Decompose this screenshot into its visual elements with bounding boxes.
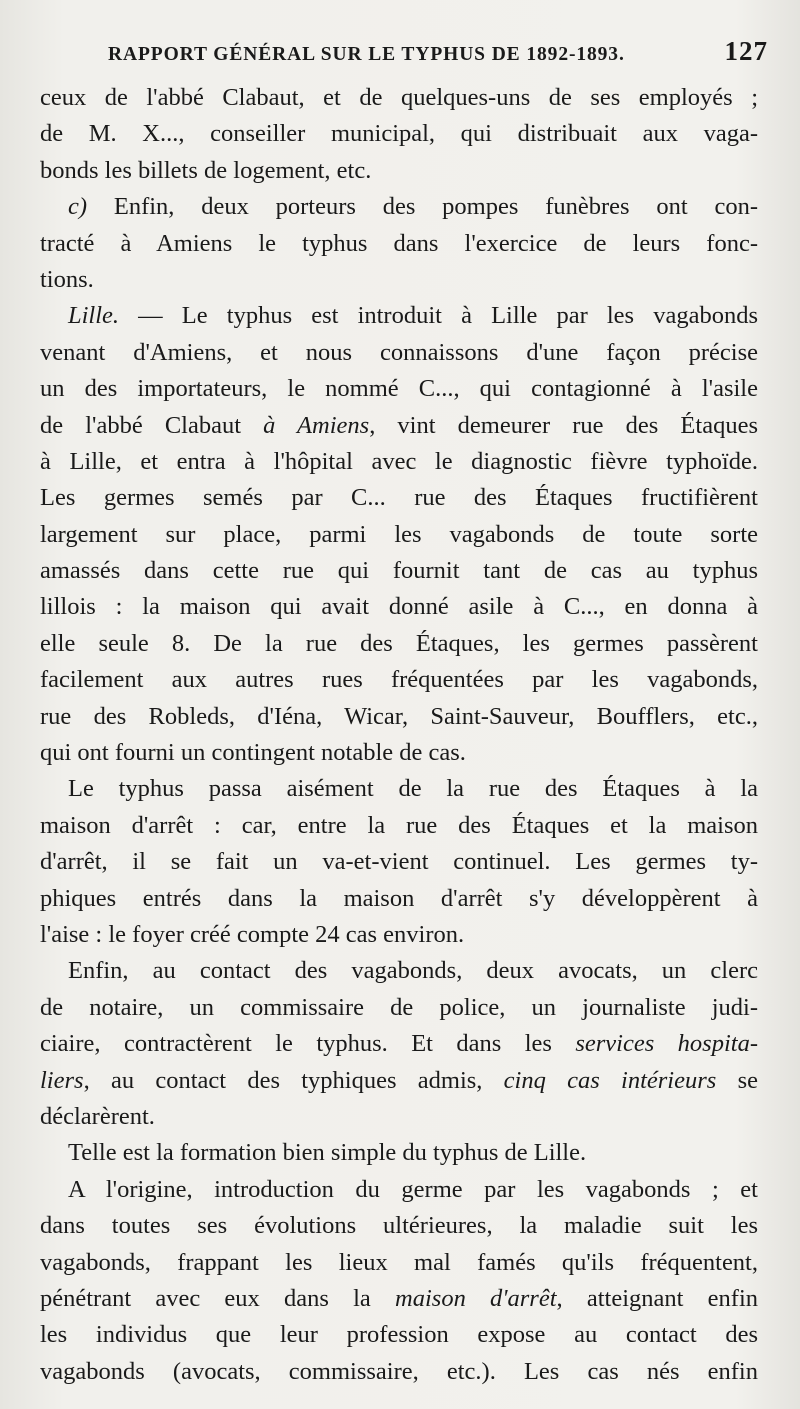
text-line: bonds les billets de logement, etc. xyxy=(40,156,372,184)
text-line: maison d'arrêt : car, entre la rue des Étaques et la maison xyxy=(40,811,758,839)
text-line: venant d'Amiens, et nous connaissons d'une façon précise xyxy=(40,338,758,366)
text-line: vagabonds (avocats, commissaire, etc.). Les cas nés enfin xyxy=(40,1357,758,1385)
page-header xyxy=(108,36,768,80)
text-line: pénétrant avec eux dans la maison d'arrêt, atteignant enfin xyxy=(40,1284,758,1312)
text-line: phiques entrés dans la maison d'arrêt s'y développèrent à xyxy=(40,884,758,912)
text-line: Enfin, au contact des vagabonds, deux avocats, un clerc xyxy=(68,957,758,985)
text-line: vagabonds, frappant les lieux mal famés qu'ils fréquentent, xyxy=(40,1248,758,1276)
text-line: dans toutes ses évolutions ultérieures, la maladie suit les xyxy=(40,1212,758,1240)
text-line: tracté à Amiens le typhus dans l'exercice de leurs fonc- xyxy=(40,229,758,257)
text-line: lillois : la maison qui avait donné asile à C..., en donna à xyxy=(40,593,758,621)
text-line: Lille. — Le typhus est introduit à Lille par les vagabonds xyxy=(68,302,758,330)
text-line: de l'abbé Clabaut à Amiens, vint demeurer rue des Étaques xyxy=(40,411,758,439)
text-line: déclarèrent. xyxy=(40,1102,155,1130)
running-title: RAPPORT GÉNÉRAL SUR LE TYPHUS DE 1892-1893. xyxy=(108,44,625,65)
text-line: d'arrêt, il se fait un va-et-vient continuel. Les germes ty- xyxy=(40,848,758,876)
text-line: A l'origine, introduction du germe par les vagabonds ; et xyxy=(68,1175,758,1203)
text-line: liers, au contact des typhiques admis, cinq cas intérieurs se xyxy=(40,1066,758,1094)
page-number: 127 xyxy=(724,36,768,66)
text-line: rue des Robleds, d'Iéna, Wicar, Saint-Sauveur, Boufflers, etc., xyxy=(40,702,758,730)
text-line: qui ont fourni un contingent notable de cas. xyxy=(40,739,466,767)
text-line: amassés dans cette rue qui fournit tant de cas au typhus xyxy=(40,557,758,585)
text-line: Le typhus passa aisément de la rue des Étaques à la xyxy=(68,775,758,803)
text-line: c) Enfin, deux porteurs des pompes funèbres ont con- xyxy=(68,193,758,221)
body-text xyxy=(40,80,758,1390)
text-line: Telle est la formation bien simple du typhus de Lille. xyxy=(68,1139,587,1167)
text-line: l'aise : le foyer créé compte 24 cas environ. xyxy=(40,920,465,948)
text-line: ceux de l'abbé Clabaut, et de quelques-uns de ses employés ; xyxy=(40,84,758,111)
text-line: à Lille, et entra à l'hôpital avec le diagnostic fièvre typhoïde. xyxy=(40,447,758,475)
text-line: un des importateurs, le nommé C..., qui contagionné à l'asile xyxy=(40,375,758,403)
text-line: elle seule 8. De la rue des Étaques, les germes passèrent xyxy=(40,629,758,657)
text-line: facilement aux autres rues fréquentées par les vagabonds, xyxy=(40,666,758,694)
text-line: tions. xyxy=(40,265,94,293)
text-line: ciaire, contractèrent le typhus. Et dans les services hospita- xyxy=(40,1030,758,1058)
text-line: de M. X..., conseiller municipal, qui distribuait aux vaga- xyxy=(40,120,758,148)
text-line: les individus que leur profession expose au contact des xyxy=(40,1321,758,1349)
text-line: de notaire, un commissaire de police, un journaliste judi- xyxy=(40,993,758,1021)
text-line: largement sur place, parmi les vagabonds de toute sorte xyxy=(40,520,758,548)
text-line: Les germes semés par C... rue des Étaques fructifièrent xyxy=(40,484,758,512)
